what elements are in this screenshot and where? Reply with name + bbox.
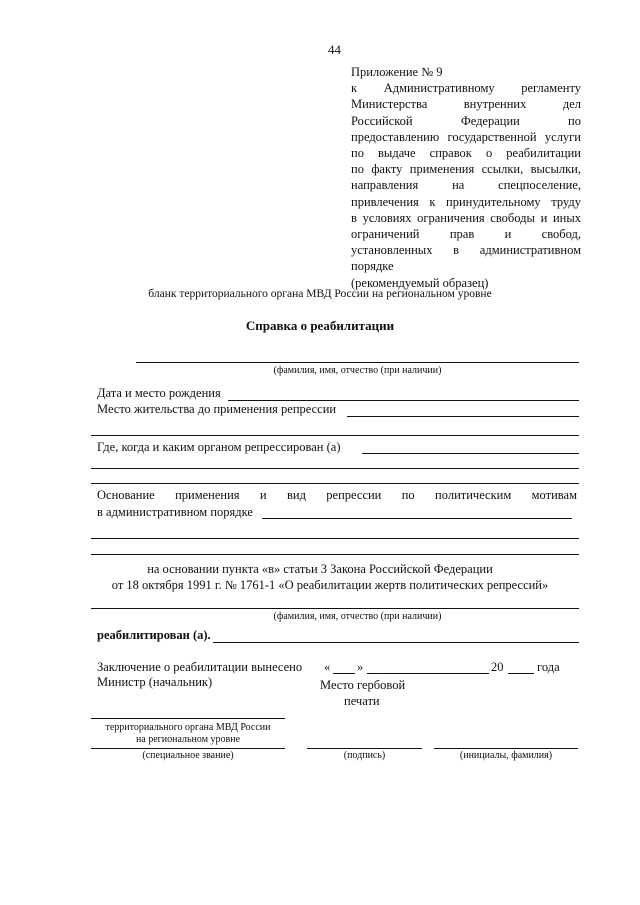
sign-line xyxy=(307,748,422,749)
blank-line xyxy=(91,435,579,436)
basis-label: Основание применения и вид репрессии по политическим мотивам xyxy=(97,488,577,502)
rehabilitated-label: реабилитирован (а). xyxy=(97,628,211,642)
appendix-line: по выдаче справок о реабилитации xyxy=(351,146,581,161)
page-number: 44 xyxy=(328,42,341,57)
blank-line xyxy=(91,554,579,555)
fio-line xyxy=(136,362,579,363)
rank-line xyxy=(91,748,285,749)
repressed-label: Где, когда и каким органом репрессирован (а) xyxy=(97,440,341,454)
minister-label: Министр (начальник) xyxy=(97,675,213,689)
date-quote-close: » xyxy=(357,660,364,674)
sign-caption: (подпись) xyxy=(343,750,386,761)
fio-caption-2: (фамилия, имя, отчество (при наличии) xyxy=(273,611,442,622)
blank-line xyxy=(91,468,579,469)
name-caption: (инициалы, фамилия) xyxy=(459,750,553,761)
law-line-2: от 18 октября 1991 г. № 1761-1 «О реабилитации жертв политических репрессий» xyxy=(111,578,549,592)
month-line xyxy=(367,673,489,674)
name-line xyxy=(434,748,578,749)
appendix-line: порядке xyxy=(351,259,394,274)
appendix-line: Российской Федерации по xyxy=(351,113,581,128)
appendix-line: (рекомендуемый образец) xyxy=(351,275,489,290)
appendix-line: к Административному регламенту xyxy=(351,81,581,96)
basis-line xyxy=(262,518,572,519)
year-suffix: года xyxy=(537,660,560,674)
blank-line xyxy=(91,538,579,539)
seal-place-1: Место гербовой xyxy=(320,678,406,692)
birth-label: Дата и место рождения xyxy=(97,386,221,400)
org-line-2: на региональном уровне xyxy=(135,734,241,745)
appendix-line: привлечения к принудительному труду xyxy=(351,194,581,209)
year-line xyxy=(508,673,534,674)
residence-line xyxy=(347,416,579,417)
appendix-line: по факту применения ссылки, высылки, xyxy=(351,162,581,177)
seal-place-2: печати xyxy=(344,694,380,708)
fio-line-2 xyxy=(91,608,579,609)
appendix-line: Министерства внутренних дел xyxy=(351,97,581,112)
document-title: Справка о реабилитации xyxy=(245,318,395,333)
basis-label-2: в административном порядке xyxy=(97,505,253,519)
blank-note: бланк территориального органа МВД России на региональном уровне xyxy=(148,288,492,300)
law-line-1: на основании пункта «в» статьи 3 Закона Российской Федерации xyxy=(147,562,493,576)
fio-caption: (фамилия, имя, отчество (при наличии) xyxy=(273,365,442,376)
repressed-line xyxy=(362,453,579,454)
appendix-line: предоставлению государственной услуги xyxy=(351,129,581,144)
birth-line xyxy=(228,400,579,401)
appendix-line: ограничений прав и свобод, xyxy=(351,227,581,242)
appendix-line: направления на спецпоселение, xyxy=(351,178,581,193)
appendix-line: в условиях ограничения свободы и иных xyxy=(351,210,581,225)
day-line xyxy=(333,673,355,674)
rehabilitated-line xyxy=(213,642,579,643)
year-prefix: 20 xyxy=(491,660,504,674)
org-top-line xyxy=(91,718,285,719)
appendix-block xyxy=(351,64,581,291)
appendix-line: Приложение № 9 xyxy=(351,65,443,79)
org-line-1: территориального органа МВД России xyxy=(105,722,271,733)
blank-line xyxy=(91,483,579,484)
rank-caption: (специальное звание) xyxy=(142,750,234,761)
residence-label: Место жительства до применения репрессии xyxy=(97,402,337,416)
appendix-line: установленных в административном xyxy=(351,243,581,258)
conclusion-label: Заключение о реабилитации вынесено xyxy=(97,660,303,674)
date-quote-open: « xyxy=(324,660,331,674)
